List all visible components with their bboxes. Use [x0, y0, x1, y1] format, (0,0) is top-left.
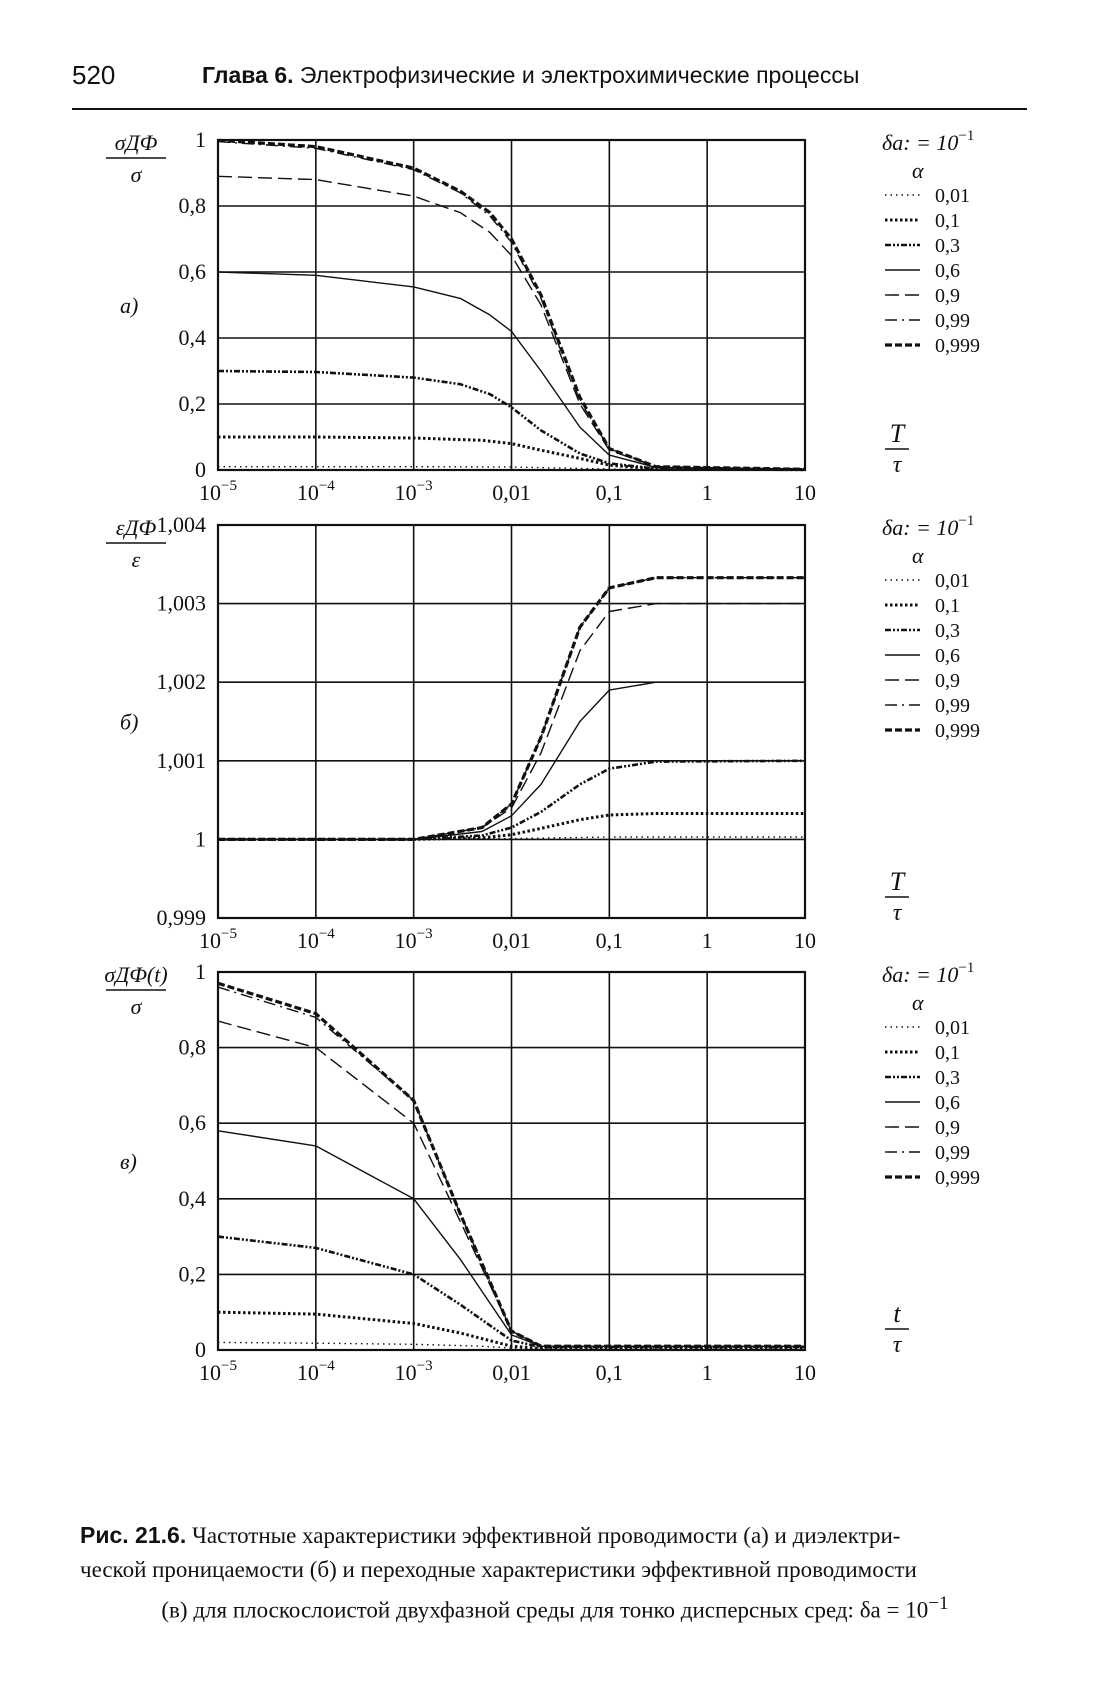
- y-axis-label-numerator: σДФ: [114, 130, 158, 155]
- y-axis-label-denominator: σ: [130, 994, 142, 1019]
- y-tick-label: 0,999: [156, 905, 206, 930]
- caption-exponent: −1: [928, 1593, 949, 1614]
- caption-line-2: ческой проницаемости (б) и переходные характеристики эффективной проводимости: [80, 1557, 917, 1582]
- y-tick-label: 0: [195, 1337, 206, 1362]
- caption-label: Рис. 21.6.: [80, 1522, 187, 1548]
- legend-item-label: 0,1: [935, 1042, 960, 1064]
- x-tick-label: 0,1: [595, 1360, 624, 1385]
- y-axis-label-numerator: σДФ(t): [104, 962, 168, 987]
- legend-item-label: 0,01: [935, 185, 970, 207]
- legend-alpha-label: α: [912, 543, 924, 568]
- chart-panel-3: [104, 959, 980, 1362]
- caption-line-1: Частотные характеристики эффективной проводимости (а) и диэлектри-: [191, 1523, 901, 1548]
- x-tick-label: 0,01: [492, 480, 531, 505]
- y-tick-label: 1: [195, 826, 206, 852]
- caption-line-3: (в) для плоскослоистой двухфазной среды для тонко дисперсных сред: δa = 10: [161, 1597, 929, 1623]
- page-number: 520: [72, 60, 116, 90]
- y-tick-label: 0,8: [178, 1034, 206, 1060]
- legend-item-label: 0,9: [935, 285, 960, 307]
- legend-item-label: 0,99: [935, 695, 970, 717]
- legend-item-label: 0,6: [935, 260, 960, 282]
- legend-title: δa: = $10^{-1}$: [882, 960, 975, 987]
- legend-item-label: 0,1: [935, 210, 960, 232]
- x-axis-label-denominator: τ: [892, 1332, 902, 1358]
- legend-item-label: 0,999: [935, 335, 980, 357]
- y-tick-label: 0,2: [178, 391, 206, 416]
- legend-item-label: 0,3: [935, 620, 960, 642]
- chapter-label: Глава 6.: [202, 62, 294, 88]
- legend-item-label: 0,99: [935, 310, 970, 332]
- x-tick-label: $10^{-5}$: [199, 926, 237, 953]
- y-tick-label: 0,4: [178, 325, 206, 350]
- legend-item-label: 0,3: [935, 1067, 960, 1089]
- x-tick-label: $10^{-3}$: [394, 1358, 433, 1385]
- legend-item-label: 0,99: [935, 1142, 970, 1164]
- x-tick-label: 1: [701, 928, 713, 953]
- y-tick-label: 0,8: [178, 193, 206, 218]
- x-tick-label: 1: [701, 480, 713, 505]
- x-axis-label-numerator: T: [889, 867, 905, 896]
- y-tick-label: 0,6: [178, 1110, 206, 1136]
- x-tick-label: 10: [794, 928, 816, 953]
- legend-item-label: 0,999: [935, 1167, 980, 1189]
- x-tick-label: $10^{-4}$: [296, 478, 335, 505]
- y-tick-label: 0,2: [178, 1261, 206, 1287]
- legend-item-label: 0,6: [935, 645, 960, 667]
- panel-label: в): [120, 1149, 137, 1174]
- legend-item-label: 0,9: [935, 670, 960, 692]
- panel-label: б): [120, 709, 139, 735]
- y-axis-label-denominator: σ: [130, 162, 142, 187]
- x-tick-label: 0,01: [492, 928, 531, 953]
- chart-panel-1: [106, 127, 980, 482]
- x-tick-label: 0,1: [595, 480, 624, 505]
- x-axis-label-numerator: t: [893, 1299, 901, 1328]
- y-axis-label-denominator: ε: [131, 547, 141, 572]
- chapter-title: Электрофизические и электрохимические процессы: [299, 62, 860, 88]
- panel-label: а): [120, 293, 139, 318]
- legend-item-label: 0,9: [935, 1117, 960, 1139]
- x-tick-label: 10: [794, 1360, 816, 1385]
- legend-title: δa: = $10^{-1}$: [882, 128, 975, 155]
- chart-panel-2: [106, 512, 980, 930]
- legend-item-label: 0,999: [935, 720, 980, 742]
- y-tick-label: 1,002: [156, 669, 206, 695]
- x-tick-label: $10^{-4}$: [296, 1358, 335, 1385]
- legend-item-label: 0,3: [935, 235, 960, 257]
- y-tick-label: 1: [195, 959, 206, 984]
- x-axis-label-numerator: T: [889, 419, 905, 448]
- legend-alpha-label: α: [912, 158, 924, 183]
- y-tick-label: 0: [195, 457, 206, 482]
- x-axis-label-denominator: τ: [892, 452, 902, 478]
- x-tick-label: $10^{-5}$: [199, 1358, 237, 1385]
- y-tick-label: 1,004: [156, 512, 206, 537]
- y-tick-label: 0,4: [178, 1185, 206, 1211]
- x-tick-label: $10^{-3}$: [394, 926, 433, 953]
- legend-item-label: 0,1: [935, 595, 960, 617]
- x-tick-label: $10^{-5}$: [199, 478, 237, 505]
- x-tick-label: 10: [794, 480, 816, 505]
- x-tick-label: $10^{-4}$: [296, 926, 335, 953]
- y-axis-label-numerator: εДФ: [115, 515, 157, 540]
- y-tick-label: 1,003: [156, 590, 206, 616]
- legend-alpha-label: α: [912, 990, 924, 1015]
- x-tick-label: 0,1: [595, 928, 624, 953]
- x-axis-label-denominator: τ: [892, 900, 902, 926]
- legend-item-label: 0,01: [935, 570, 970, 592]
- y-tick-label: 1: [195, 127, 206, 152]
- legend-item-label: 0,6: [935, 1092, 960, 1114]
- x-tick-label: 0,01: [492, 1360, 531, 1385]
- legend-title: δa: = $10^{-1}$: [882, 513, 975, 540]
- legend-item-label: 0,01: [935, 1017, 970, 1039]
- y-tick-label: 1,001: [156, 747, 206, 773]
- caption-line-3-wrap: [80, 1587, 1030, 1628]
- figure-caption: [80, 1518, 1030, 1628]
- x-tick-label: 1: [701, 1360, 713, 1385]
- y-tick-label: 0,6: [178, 259, 206, 284]
- x-tick-label: $10^{-3}$: [394, 478, 433, 505]
